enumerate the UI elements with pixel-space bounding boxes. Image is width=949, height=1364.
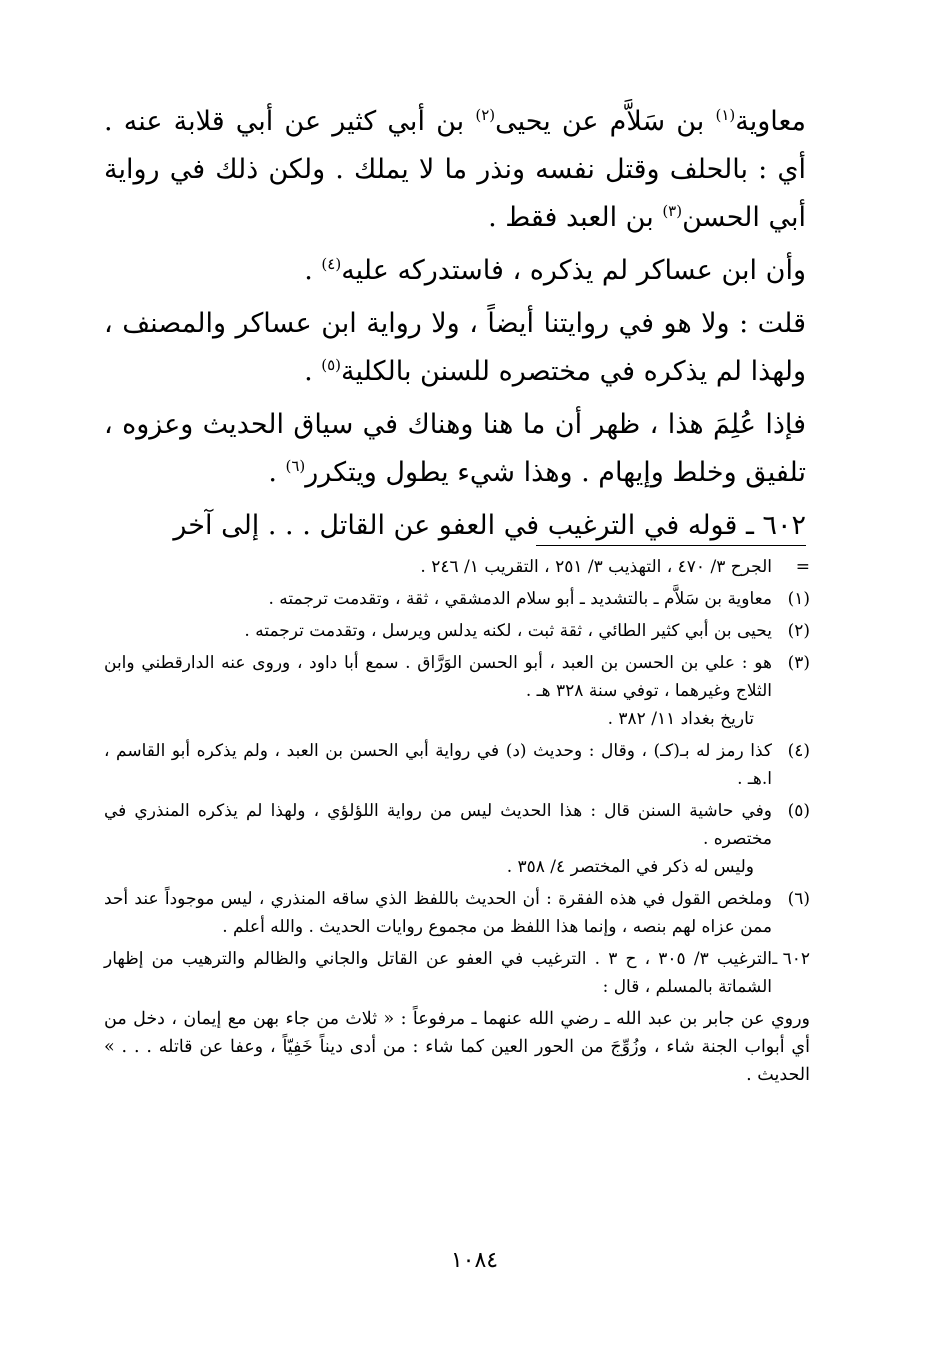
paragraph-1 (104, 98, 806, 242)
footnote-1 (104, 585, 810, 613)
footnote-number: (٥) (787, 801, 810, 821)
footnote-6 (104, 885, 810, 941)
footnote-ref-1[interactable]: (١) (715, 106, 736, 124)
footnote-ref-4[interactable]: (٤) (321, 255, 342, 273)
text-run: . (304, 356, 322, 387)
footnote-number: (٦) (787, 889, 810, 909)
footnote-3 (104, 649, 810, 733)
text-run: فإذا عُلِمَ هذا ، ظهر أن ما هنا وهناك في سياق الحديث وعزوه ، تلفيق وخلط وإيهام . وهذا شيء يطول ويتكرر (104, 409, 806, 488)
text-run: بن سَلاَّم عن يحيى (495, 106, 716, 137)
footnote-body (104, 649, 772, 733)
footnote-5 (104, 797, 810, 881)
hadith-quote: وروي عن جابر بن عبد الله ـ رضي الله عنهما ـ مرفوعاً : « ثلاث من جاء بهن مع إيمان ، دخل من أي أبواب الجنة شاء ، وزُوِّجَ من الحور العين كما شاء : من أدى ديناً خَفِيّاً ، وعفا عن قاتله . . . » الحديث . (104, 1009, 810, 1085)
hadith-number: ٦٠٢ ـ (772, 949, 810, 969)
text-run: قلت : ولا هو في روايتنا أيضاً ، ولا رواية ابن عساكر والمصنف ، ولهذا لم يذكره في مختصره للسنن بالكلية (104, 308, 806, 387)
footnote-text: معاوية بن سَلاَّم ـ بالتشديد ـ أبو سلام الدمشقي ، ثقة ، وتقدمت ترجمته . (268, 589, 772, 609)
footnote-number: (٣) (787, 653, 810, 673)
paragraph-3 (104, 300, 806, 396)
footnote-text: وفي حاشية السنن قال : هذا الحديث ليس من رواية اللؤلؤي ، ولهذا لم يذكره المنذري في مختصره . (104, 801, 772, 849)
main-text (104, 98, 806, 550)
footnote-ref-6[interactable]: (٦) (285, 457, 306, 475)
text-run: بن أبي كثير عن أبي قلابة عنه . أي : بالحلف وقتل نفسه ونذر ما لا يملك . ولكن ذلك في رواية أبي الحسن (104, 106, 806, 233)
footnote-continuation (104, 553, 810, 581)
footnote-body (104, 797, 772, 881)
hadith-source-text: الترغيب ٣/ ٣٠٥ ، ح ٣ . الترغيب في العفو عن القاتل والجاني والظالم والترهيب من إظهار الشماتة بالمسلم ، قال : (104, 949, 772, 997)
footnote-text: هو : علي بن الحسن بن العبد ، أبو الحسن الوَرَّاق . سمع أبا داود ، وروى عنه الدارقطني وابن الثلاج وغيرهما ، توفي سنة ٣٢٨ هـ . (104, 653, 772, 701)
continuation-mark: = (795, 557, 810, 577)
text-run: . (304, 255, 322, 286)
footnote-ref-5[interactable]: (٥) (321, 356, 342, 374)
footnote-text: يحيى بن أبي كثير الطائي ، ثقة ثبت ، لكنه يدلس ويرسل ، وتقدمت ترجمته . (244, 621, 772, 641)
text-run: بن العبد فقط . (488, 202, 663, 233)
footnotes (104, 553, 810, 1089)
footnote-4 (104, 737, 810, 793)
footnote-2 (104, 617, 810, 645)
footnote-text: وملخص القول في هذه الفقرة : أن الحديث باللفظ الذي ساقه المنذري ، ليس موجوداً عند أحد ممن عزاه لهم بنصه ، وإنما هذا اللفظ من مجموع روايات الحديث . والله أعلم . (104, 889, 772, 937)
paragraph-5: ٦٠٢ ـ قوله في الترغيب في العفو عن القاتل . . . إلى آخر (173, 510, 806, 541)
footnote-text: الجرح ٣/ ٤٧٠ ، التهذيب ٣/ ٢٥١ ، التقريب ١/ ٢٤٦ . (420, 557, 772, 577)
footnote-source: وليس له ذكر في المختصر ٤/ ٣٥٨ . (506, 857, 754, 877)
footnote-number: (٢) (787, 621, 810, 641)
paragraph-4 (104, 401, 806, 497)
text-run: معاوية (735, 106, 807, 137)
text-run: وأن ابن عساكر لم يذكره ، فاستدركه عليه (341, 255, 806, 286)
text-run: . (268, 457, 286, 488)
paragraph-2 (104, 247, 806, 295)
footnote-source: تاريخ بغداد ١١/ ٣٨٢ . (607, 709, 754, 729)
footnote-divider (536, 545, 806, 546)
page-number: ١٠٨٤ (450, 1248, 499, 1273)
footnote-text: كذا رمز له بـ(كـ) ، وقال : وحديث (د) في رواية أبي الحسن بن العبد ، ولم يذكره أبو القاسم ، ا.هـ . (104, 741, 772, 789)
footnote-ref-3[interactable]: (٣) (662, 202, 683, 220)
footnote-number: (١) (787, 589, 810, 609)
footnote-ref-2[interactable]: (٢) (475, 106, 496, 124)
footnote-number: (٤) (787, 741, 810, 761)
hadith-602-note (104, 945, 810, 1001)
